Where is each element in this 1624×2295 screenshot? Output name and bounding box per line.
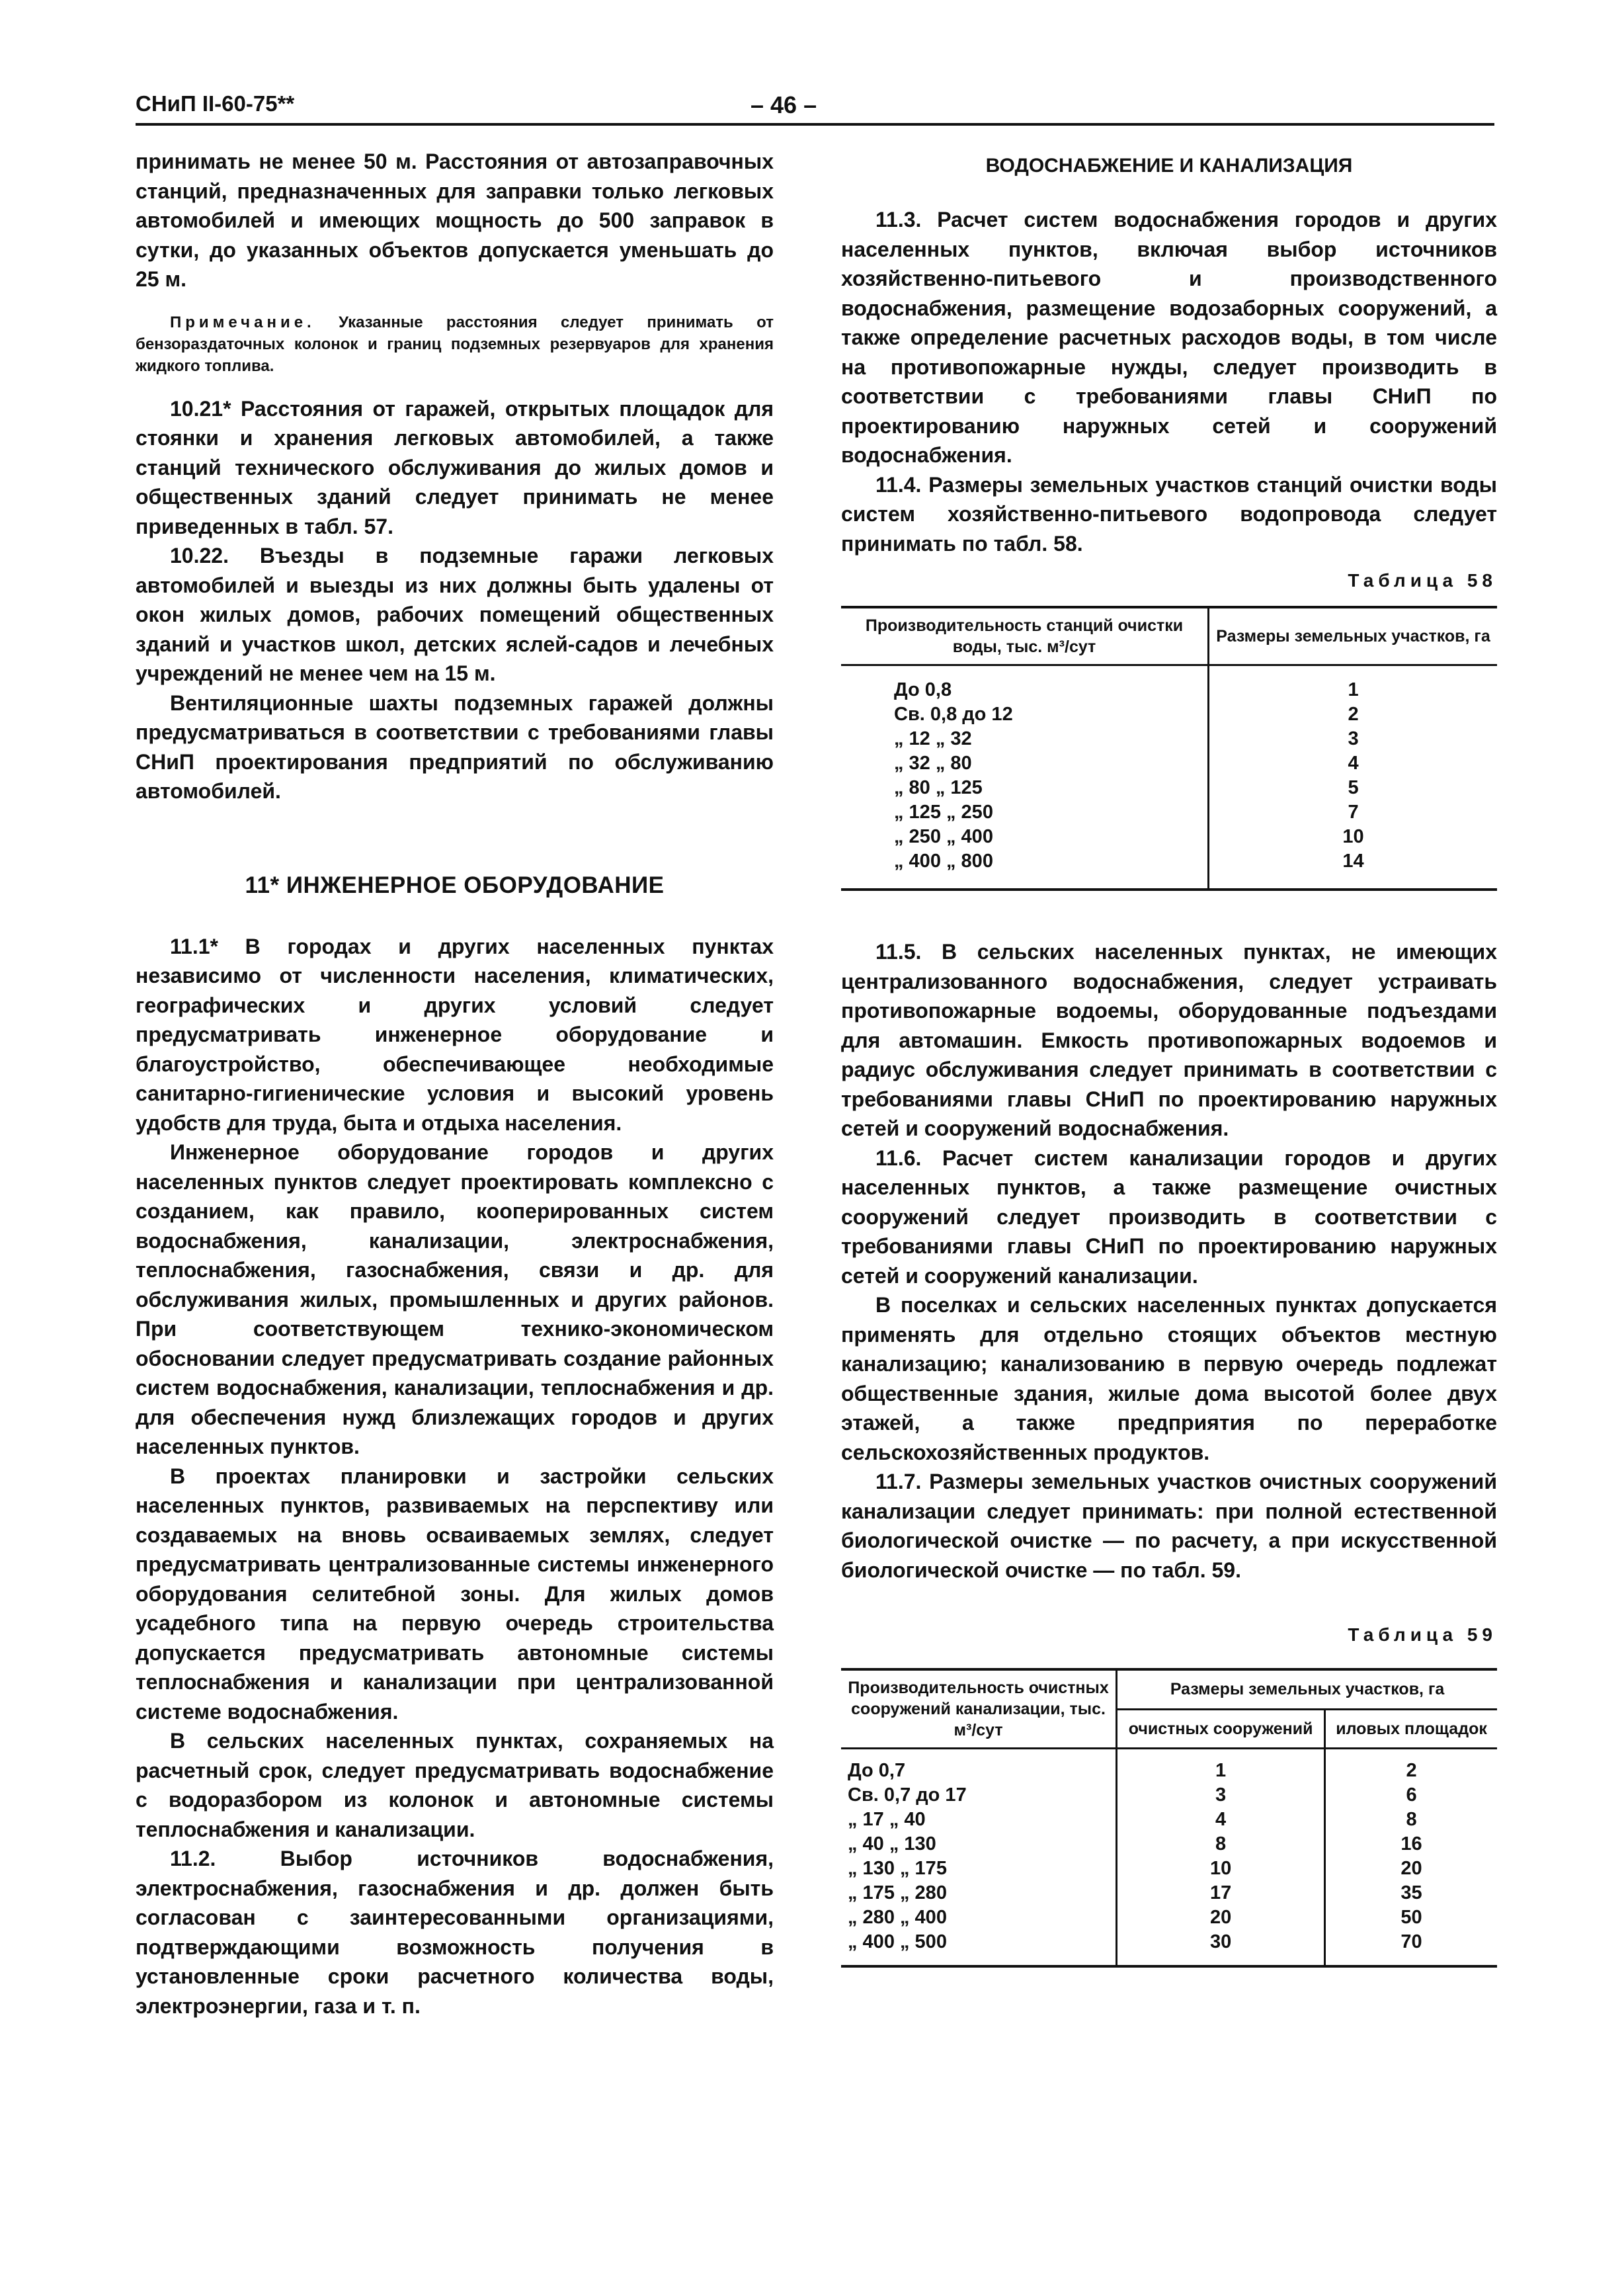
- table-59-header-area: Размеры земельных участков, га: [1117, 1669, 1497, 1709]
- note-label: Примечание.: [170, 313, 315, 331]
- paragraph-10-21: 10.21* Расстояния от гаражей, открытых площадок для стоянки и хранения легковых автомобилей, а также станций технического обслуживания до жилых домов и общественных зданий следует принимать не менее приведенных в табл. 57.: [136, 396, 774, 538]
- paragraph-ventilation: Вентиляционные шахты подземных гаражей должны предусматриваться в соответствии с требованиями главы СНиП проектирования предприятий по обслуживанию автомобилей.: [136, 690, 774, 803]
- section-title: 11* ИНЖЕНЕРНОЕ ОБОРУДОВАНИЕ: [245, 872, 665, 898]
- paragraph-rural: В сельских населенных пунктах, сохраняемых на расчетный срок, следует предусматривать водоснабжение с водоразбором из колонок и автономные системы теплоснабжения и канализации.: [136, 1729, 774, 1841]
- paragraph-10-22: 10.22. Въезды в подземные гаражи легковых автомобилей и выезды из них должны быть удалены от окон жилых домов, рабочих помещений общественных зданий и участков школ, детских яслей-садов и лечебных учреждений не менее чем на 15 м.: [136, 544, 774, 685]
- table-59-header-treatment: очистных сооружений: [1117, 1709, 1325, 1748]
- table-row: „ 32 „ 80 4: [841, 751, 1497, 776]
- subsection-title: ВОДОСНАБЖЕНИЕ И КАНАЛИЗАЦИЯ: [985, 155, 1353, 177]
- table-row: „ 400 „ 800 14: [841, 849, 1497, 874]
- note-text: Указанные расстояния следует принимать от бензораздаточных колонок и границ подземных резервуаров для хранения жидкого топлива.: [136, 313, 774, 375]
- table-58-header-capacity: Производительность станций очистки воды, тыс. м³/сут: [841, 607, 1209, 665]
- table-58: [841, 606, 1497, 891]
- paragraph-11-1: 11.1* В городах и других населенных пунктах независимо от численности населения, климатических, географических и других условий следует предусматривать инженерное оборудование и благоустройство, обеспечивающее необходимые санитарно-гигиенические условия и высокий уровень удобств для труда, быта и отдыха населения.: [136, 934, 774, 1135]
- table-row: „ 17 „ 40 4 8: [841, 1808, 1497, 1832]
- paragraph-11-2: 11.2. Выбор источников водоснабжения, электроснабжения, газоснабжения и др. должен быть согласован с заинтересованными организациями, подтверждающими возможность получения в установленные сроки расчетного количества воды, электроэнергии, газа и т. п.: [136, 1847, 774, 2018]
- table-row: „ 12 „ 32 3: [841, 727, 1497, 751]
- table-row: Св. 0,8 до 12 2: [841, 702, 1497, 727]
- table-row: „ 250 „ 400 10: [841, 825, 1497, 849]
- paragraph-11-3: 11.3. Расчет систем водоснабжения городов и других населенных пунктов, включая выбор источников хозяйственно-питьевого и производственного водоснабжения, размещение водозаборных сооружений, а также определение расчетных расходов воды, в том числе на противопожарные нужды, следует производить в соответствии с требованиями главы СНиП по проектированию наружных сетей и сооружений водоснабжения.: [841, 208, 1497, 467]
- table-row: „ 80 „ 125 5: [841, 776, 1497, 800]
- table-59-header-capacity: Производительность очистных сооружений канализации, тыс. м³/сут: [841, 1669, 1117, 1749]
- table-row: „ 125 „ 250 7: [841, 800, 1497, 825]
- paragraph-continued: принимать не менее 50 м. Расстояния от автозаправочных станций, предназначенных для заправки только легковых автомобилей и имеющих мощность до 500 заправок в сутки, до указанных объектов допускается уменьшать до 25 м.: [136, 149, 774, 291]
- document-code: СНиП II-60-75**: [136, 91, 295, 116]
- page-header: [136, 85, 1494, 124]
- paragraph-planning: В проектах планировки и застройки сельских населенных пунктов, развиваемых на перспективу или создаваемых на вновь осваиваемых землях, следует предусматривать централизованные системы инженерного оборудования селитебной зоны. Для жилых домов усадебного типа на первую очередь строительства допускается предусматривать автономные системы теплоснабжения и канализации при централизованной системе водоснабжения.: [136, 1464, 774, 1724]
- table-row: „ 175 „ 280 17 35: [841, 1881, 1497, 1905]
- header-rule: [136, 123, 1494, 126]
- table-row: „ 130 „ 175 10 20: [841, 1857, 1497, 1881]
- paragraph-villages: В поселках и сельских населенных пунктах допускается применять для отдельно стоящих объектов местную канализацию; канализованию в первую очередь подлежат общественные здания, жилые дома высотой более двух этажей, а также предприятия по переработке сельскохозяйственных продуктов.: [841, 1293, 1497, 1464]
- table-59: [841, 1668, 1497, 1968]
- paragraph-11-7: 11.7. Размеры земельных участков очистных сооружений канализации следует принимать: при полной естественной биологической очистке — по расчету, а при искусственной биологической очистке — по табл. 59.: [841, 1470, 1497, 1582]
- table-59-header-sludge: иловых площадок: [1325, 1709, 1497, 1748]
- table-row: „ 280 „ 400 20 50: [841, 1905, 1497, 1930]
- right-column: [841, 147, 1497, 1968]
- table-row: До 0,8 1: [841, 678, 1497, 702]
- paragraph-engineering: Инженерное оборудование городов и других населенных пунктов следует проектировать комплексно с созданием, как правило, кооперированных систем водоснабжения, канализации, электроснабжения, теплоснабжения, газоснабжения, связи и др. для обслуживания жилых, промышленных и других районов. При соответствующем технико-экономическом обосновании следует предусматривать создание районных систем водоснабжения, канализации, теплоснабжения и др. для обеспечения нужд близлежащих городов и других населенных пунктов.: [136, 1140, 774, 1458]
- note: [136, 312, 774, 377]
- table-58-header-area: Размеры земельных участков, га: [1209, 607, 1497, 665]
- table-59-label: Таблица 59: [1348, 1624, 1497, 1645]
- left-column: [136, 147, 774, 2021]
- table-row: „ 400 „ 500 30 70: [841, 1930, 1497, 1954]
- paragraph-11-5: 11.5. В сельских населенных пунктах, не имеющих централизованного водоснабжения, следует устраивать противопожарные водоемы, оборудованные подъездами для автомашин. Емкость противопожарных водоемов и радиус обслуживания следует принимать в соответствии с требованиями главы СНиП по проектированию наружных сетей и сооружений водоснабжения.: [841, 940, 1497, 1140]
- paragraph-11-4: 11.4. Размеры земельных участков станций очистки воды систем хозяйственно-питьевого водопровода следует принимать по табл. 58.: [841, 472, 1497, 556]
- table-row: Св. 0,7 до 17 3 6: [841, 1783, 1497, 1808]
- table-row: До 0,7 1 2: [841, 1759, 1497, 1783]
- table-58-label: Таблица 58: [1348, 570, 1497, 591]
- page-number: – 46 –: [751, 91, 817, 118]
- paragraph-11-6: 11.6. Расчет систем канализации городов и других населенных пунктов, а также размещение очистных сооружений следует производить в соответствии с требованиями главы СНиП по проектированию наружных сетей и сооружений канализации.: [841, 1146, 1497, 1288]
- table-row: „ 40 „ 130 8 16: [841, 1832, 1497, 1857]
